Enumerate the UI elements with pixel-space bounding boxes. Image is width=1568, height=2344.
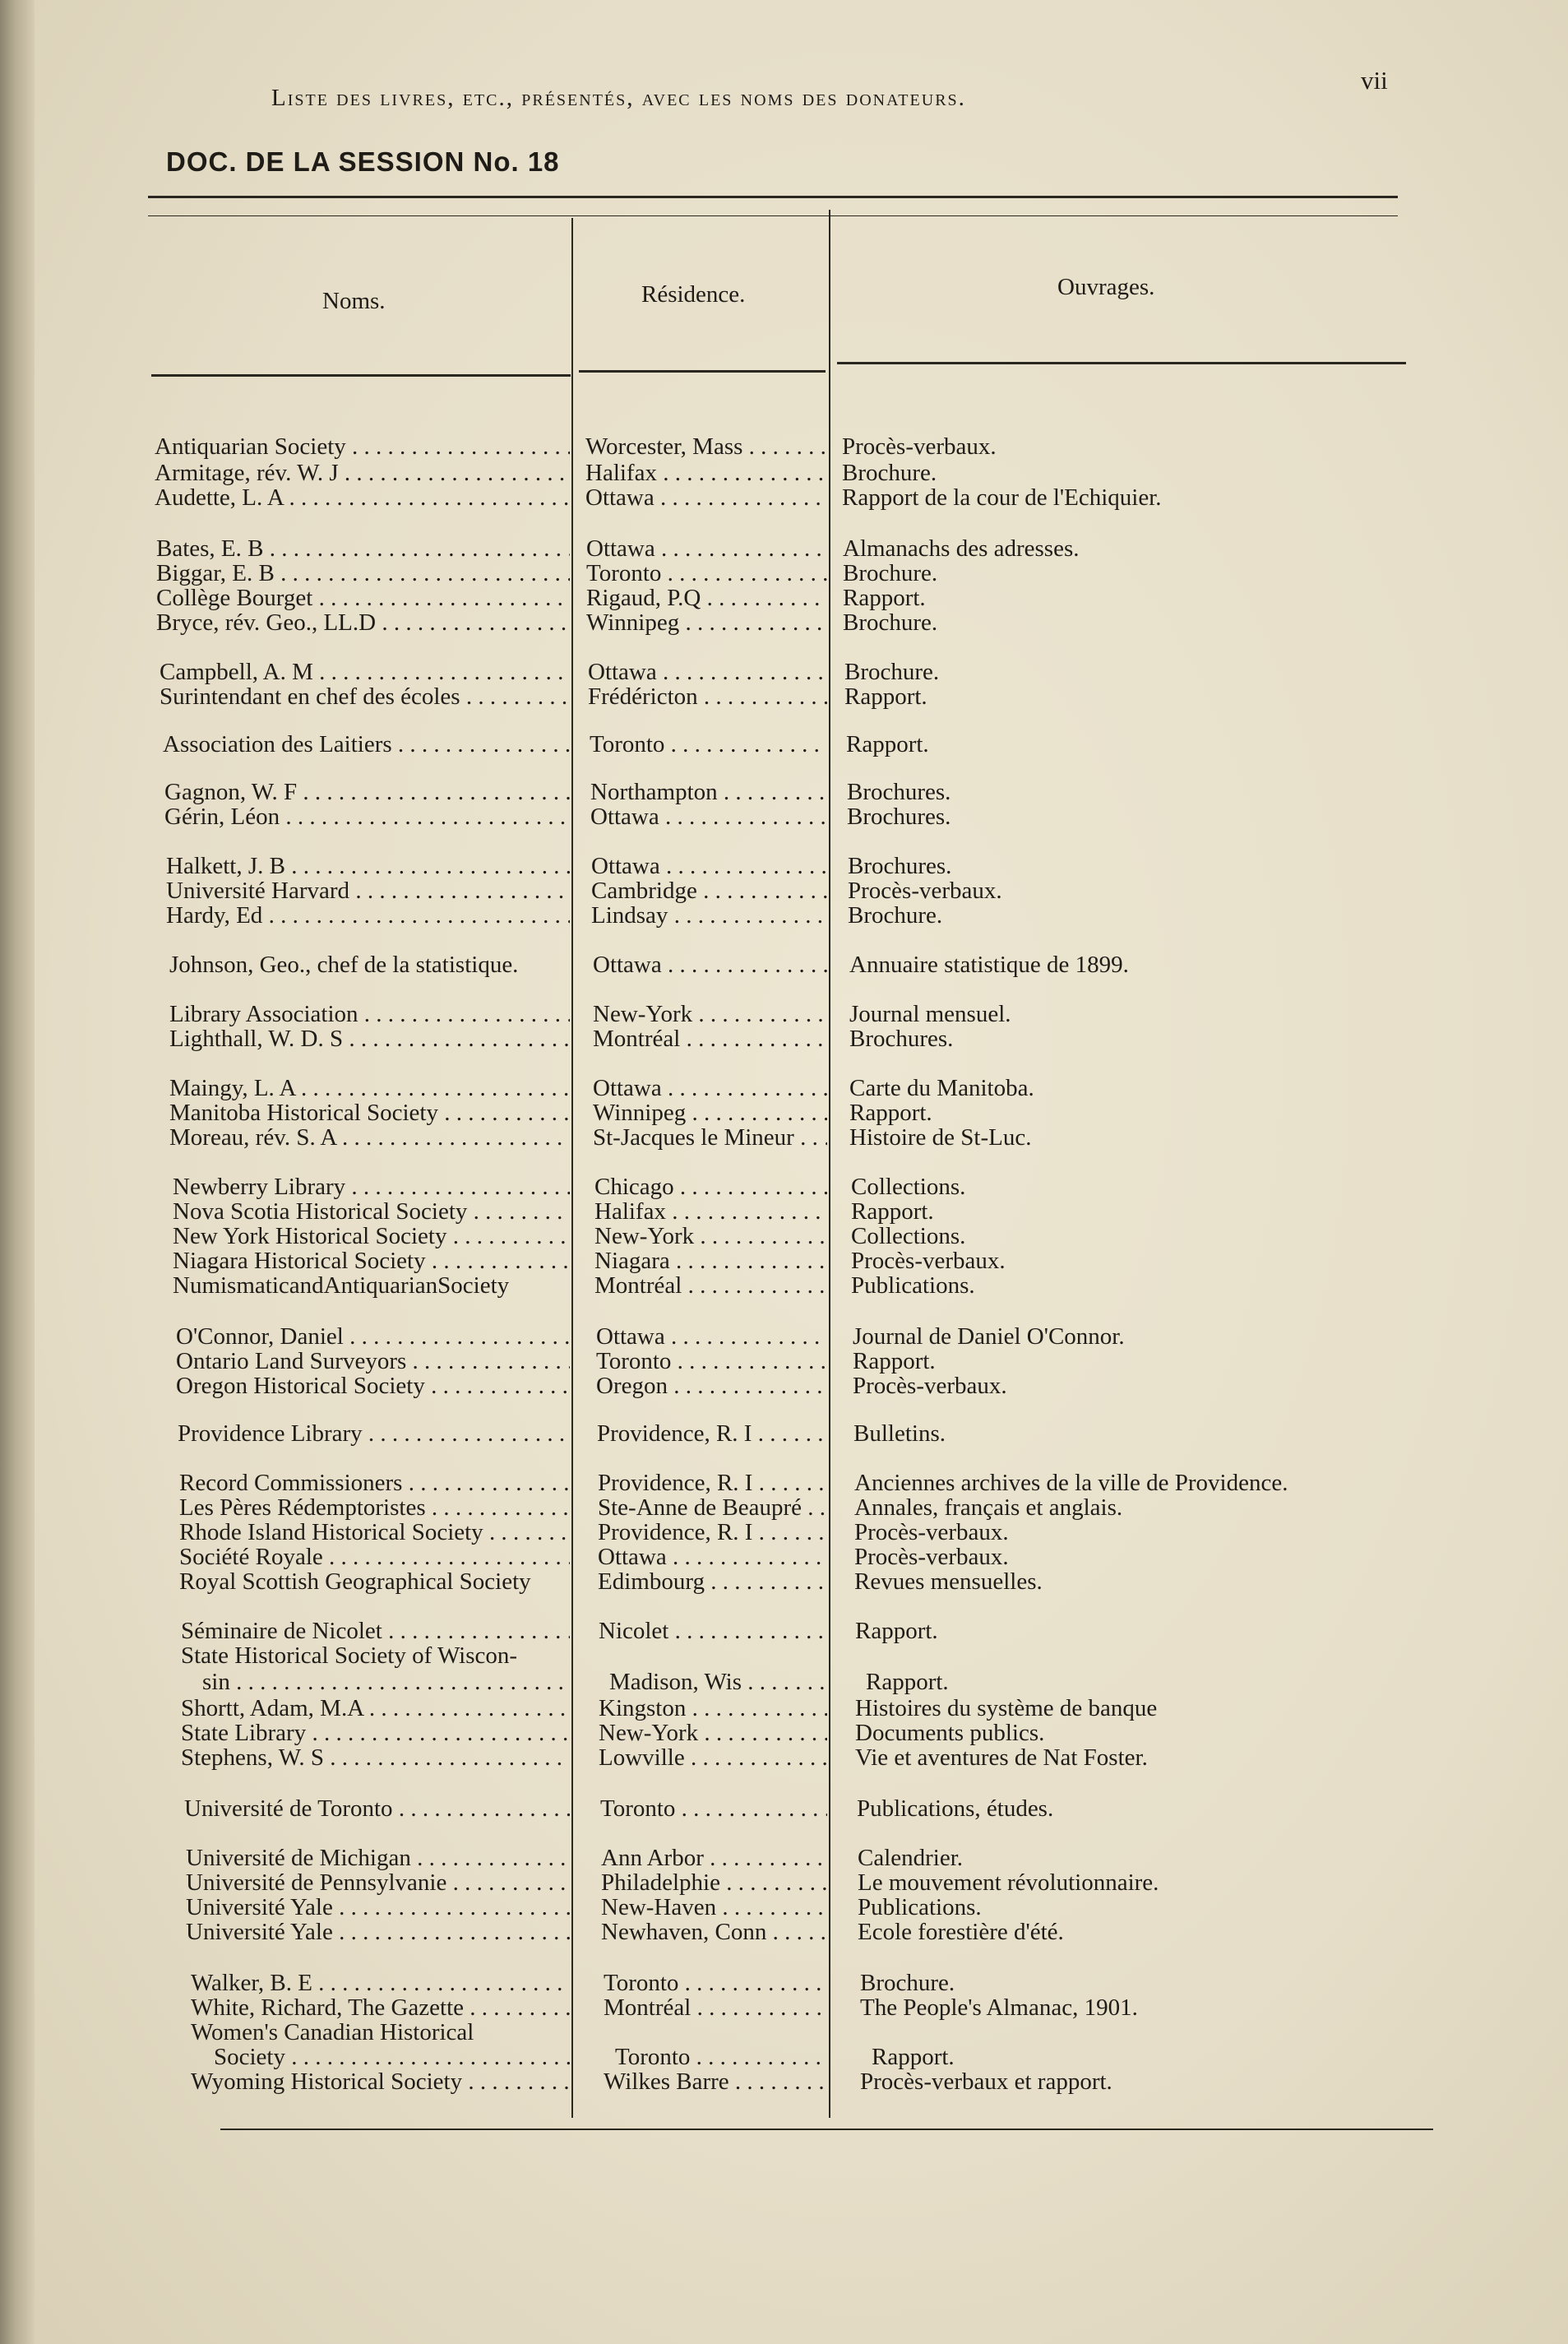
donor-residence: Northampton . . . <box>590 780 827 805</box>
donated-work: Procès-verbaux. <box>848 878 1002 904</box>
table-row <box>0 2069 1568 2095</box>
donor-residence: Ottawa . . . <box>588 660 827 685</box>
table-bottom-rule <box>220 2129 1433 2130</box>
table-row <box>0 1643 1568 1669</box>
donor-name: Bates, E. B . . . <box>156 536 570 562</box>
donor-name: Gérin, Léon . . . <box>164 804 570 830</box>
donor-residence: Providence, R. I . . . <box>598 1471 827 1496</box>
donor-residence: Ottawa . . . <box>598 1545 827 1570</box>
table-row <box>0 1995 1568 2021</box>
donated-work: Vie et aventures de Nat Foster. <box>855 1745 1148 1771</box>
donated-work: Rapport. <box>843 586 926 611</box>
donor-residence: Newhaven, Conn . . . <box>601 1920 827 1945</box>
donor-name: Newberry Library . . . <box>173 1174 570 1200</box>
donor-name: New York Historical Society . . . <box>173 1224 570 1249</box>
table-row <box>0 1520 1568 1545</box>
donor-residence: Providence, R. I . . . <box>598 1520 827 1545</box>
donor-name: Université de Pennsylvanie . . . <box>186 1870 570 1896</box>
table-row <box>0 1273 1568 1299</box>
running-head: Liste des livres, etc., présentés, avec les noms des donateurs. <box>271 85 966 111</box>
table-top-rule <box>148 196 1398 198</box>
donor-name: Royal Scottish Geographical Society <box>179 1569 531 1595</box>
table-row <box>0 1349 1568 1374</box>
donated-work: Histoire de St-Luc. <box>849 1125 1032 1151</box>
table-row <box>0 2045 1568 2070</box>
donated-work: Brochure. <box>842 461 937 486</box>
donor-name: Shortt, Adam, M.A . . . <box>181 1696 570 1721</box>
donor-name: Ontario Land Surveyors . . . <box>176 1349 570 1374</box>
donor-residence: Nicolet . . . <box>599 1619 827 1644</box>
table-row <box>0 660 1568 685</box>
donor-name: Johnson, Geo., chef de la statistique. <box>169 952 519 978</box>
donated-work: Almanachs des adresses. <box>843 536 1080 562</box>
header-underline-works <box>837 362 1406 364</box>
donated-work: Publications. <box>851 1273 975 1299</box>
donor-residence: Ottawa . . . <box>593 1076 827 1101</box>
donor-residence: Cambridge . . . <box>591 878 827 904</box>
donor-residence: Edimbourg . . . <box>598 1569 827 1595</box>
donated-work: Brochures. <box>847 804 951 830</box>
donor-residence: New-York . . . <box>593 1002 827 1027</box>
donor-name: Surintendant en chef des écoles . . . <box>160 684 570 710</box>
donated-work: Rapport. <box>846 732 929 757</box>
donor-name: Record Commissioners . . . <box>179 1471 570 1496</box>
donor-residence: Ste-Anne de Beaupré . . . <box>598 1495 827 1521</box>
table-row <box>0 1125 1568 1151</box>
donor-residence: Montréal . . . <box>593 1026 827 1052</box>
donated-work: Brochures. <box>848 854 952 879</box>
donor-name: Université de Michigan . . . <box>186 1846 570 1871</box>
table-row <box>0 854 1568 879</box>
table-row <box>0 1248 1568 1274</box>
session-label: DOC. DE LA SESSION No. 18 <box>166 146 560 177</box>
donor-name: State Historical Society of Wiscon- <box>181 1643 518 1669</box>
donated-work: Collections. <box>851 1174 966 1200</box>
table-row <box>0 1100 1568 1126</box>
table-row <box>0 1569 1568 1595</box>
donor-residence: Winnipeg . . . <box>586 610 827 636</box>
table-row <box>0 1471 1568 1496</box>
donor-residence: Philadelphie . . . <box>601 1870 827 1896</box>
table-row <box>0 1870 1568 1896</box>
donor-name: Moreau, rév. S. A . . . <box>169 1125 570 1151</box>
donor-name: Wyoming Historical Society . . . <box>191 2069 570 2095</box>
donated-work: Carte du Manitoba. <box>849 1076 1034 1101</box>
donor-name: Maingy, L. A . . . <box>169 1076 570 1101</box>
donor-name: Walker, B. E . . . <box>191 1971 570 1996</box>
donated-work: Collections. <box>851 1224 966 1249</box>
donor-name: Biggar, E. B . . . <box>156 561 570 586</box>
donated-work: Annales, français et anglais. <box>854 1495 1123 1521</box>
donor-name: Gagnon, W. F . . . <box>164 780 570 805</box>
donated-work: Procès-verbaux et rapport. <box>860 2069 1112 2095</box>
donor-residence: Madison, Wis . . . <box>609 1670 827 1695</box>
table-row <box>0 610 1568 636</box>
donated-work: Brochures. <box>847 780 951 805</box>
donated-work: Rapport. <box>853 1349 936 1374</box>
donated-work: Publications, études. <box>857 1796 1054 1822</box>
table-row <box>0 1670 1568 1695</box>
donor-name: O'Connor, Daniel . . . <box>176 1324 570 1350</box>
table-row <box>0 2020 1568 2045</box>
table-row <box>0 1224 1568 1249</box>
donor-residence: Toronto . . . <box>604 1971 827 1996</box>
table-row <box>0 1696 1568 1721</box>
donated-work: Procès-verbaux. <box>854 1545 1009 1570</box>
table-row <box>0 952 1568 978</box>
table-row <box>0 804 1568 830</box>
donated-work: Publications. <box>858 1895 982 1920</box>
table-row <box>0 485 1568 511</box>
table-row <box>0 1026 1568 1052</box>
table-row <box>0 1920 1568 1945</box>
table-row <box>0 1745 1568 1771</box>
donor-name: Armitage, rév. W. J . . . <box>155 461 570 486</box>
donor-residence: Montréal . . . <box>594 1273 827 1299</box>
donor-name: State Library . . . <box>181 1721 570 1746</box>
donor-name: Bryce, rév. Geo., LL.D . . . <box>156 610 570 636</box>
column-header-works: Ouvrages. <box>1057 274 1155 300</box>
donor-residence: Toronto . . . <box>600 1796 827 1822</box>
donated-work: Rapport. <box>849 1100 932 1126</box>
donor-residence: New-Haven . . . <box>601 1895 827 1920</box>
donated-work: Bulletins. <box>853 1421 946 1447</box>
donated-work: Calendrier. <box>858 1846 964 1871</box>
donated-work: Journal mensuel. <box>849 1002 1011 1027</box>
donor-name: Audette, L. A . . . <box>155 485 570 511</box>
donated-work: Brochure. <box>843 610 938 636</box>
table-row <box>0 732 1568 757</box>
donor-residence: Ann Arbor . . . <box>601 1846 827 1871</box>
donor-name: Stephens, W. S . . . <box>181 1745 570 1771</box>
donor-name: Women's Canadian Historical <box>191 2020 474 2045</box>
table-row <box>0 1545 1568 1570</box>
donor-residence: Chicago . . . <box>594 1174 827 1200</box>
donor-residence: New-York . . . <box>594 1224 827 1249</box>
table-row <box>0 1721 1568 1746</box>
donor-name: Providence Library . . . <box>178 1421 570 1447</box>
page-number: vii <box>1361 66 1388 95</box>
table-row <box>0 1495 1568 1521</box>
table-row <box>0 1174 1568 1200</box>
donor-residence: Lowville . . . <box>599 1745 827 1771</box>
table-row <box>0 561 1568 586</box>
donated-work: Brochures. <box>849 1026 954 1052</box>
donated-work: Annuaire statistique de 1899. <box>849 952 1129 978</box>
donor-residence: Oregon . . . <box>596 1374 827 1399</box>
donor-residence: Ottawa . . . <box>590 804 827 830</box>
donor-residence: Lindsay . . . <box>591 903 827 929</box>
table-row <box>0 1421 1568 1447</box>
donor-residence: New-York . . . <box>599 1721 827 1746</box>
donated-work: Brochure. <box>848 903 943 929</box>
donor-residence: Frédéricton . . . <box>588 684 827 710</box>
donor-name: White, Richard, The Gazette . . . <box>191 1995 570 2021</box>
donor-residence: Ottawa . . . <box>593 952 827 978</box>
donor-name: Rhode Island Historical Society . . . <box>179 1520 570 1545</box>
donated-work: Brochure. <box>860 1971 955 1996</box>
donor-residence: Kingston . . . <box>599 1696 827 1721</box>
donated-work: Procès-verbaux. <box>854 1520 1009 1545</box>
donor-name: Séminaire de Nicolet . . . <box>181 1619 570 1644</box>
donor-residence: Ottawa . . . <box>591 854 827 879</box>
donated-work: Rapport. <box>855 1619 938 1644</box>
table-row <box>0 1846 1568 1871</box>
donor-name: Université de Toronto . . . <box>184 1796 570 1822</box>
donor-residence: Ottawa . . . <box>586 536 827 562</box>
table-row <box>0 1076 1568 1101</box>
donor-name: NumismaticandAntiquarianSociety <box>173 1273 510 1299</box>
donor-residence: Toronto . . . <box>590 732 827 757</box>
donated-work: Brochure. <box>844 660 940 685</box>
table-row <box>0 1002 1568 1027</box>
donated-work: Procès-verbaux. <box>851 1248 1006 1274</box>
donor-residence: Toronto . . . <box>596 1349 827 1374</box>
donated-work: Procès-verbaux. <box>842 434 997 460</box>
donor-residence: Halifax . . . <box>594 1199 827 1225</box>
donated-work: Rapport. <box>851 1199 934 1225</box>
donor-name: Society . . . <box>214 2045 570 2070</box>
table-row <box>0 1199 1568 1225</box>
donor-name: Library Association . . . <box>169 1002 570 1027</box>
donated-work: Rapport de la cour de l'Echiquier. <box>842 485 1162 511</box>
donor-name: Hardy, Ed . . . <box>166 903 570 929</box>
donor-name: Lighthall, W. D. S . . . <box>169 1026 570 1052</box>
table-row <box>0 1895 1568 1920</box>
column-header-residence: Résidence. <box>641 281 746 308</box>
donor-name: Université Yale . . . <box>186 1895 570 1920</box>
table-row <box>0 586 1568 611</box>
donated-work: Le mouvement révolutionnaire. <box>858 1870 1159 1896</box>
donor-name: Association des Laitiers . . . <box>163 732 570 757</box>
donated-work: Revues mensuelles. <box>854 1569 1043 1595</box>
donor-residence: St-Jacques le Mineur . . . <box>593 1125 827 1151</box>
donor-name: Les Pères Rédemptoristes . . . <box>179 1495 570 1521</box>
donor-name: Université Harvard . . . <box>166 878 570 904</box>
donated-work: Rapport. <box>844 684 927 710</box>
table-row <box>0 903 1568 929</box>
donated-work: Journal de Daniel O'Connor. <box>853 1324 1125 1350</box>
donated-work: Rapport. <box>866 1670 949 1695</box>
donor-residence: Toronto . . . <box>615 2045 827 2070</box>
table-row <box>0 1971 1568 1996</box>
donor-residence: Winnipeg . . . <box>593 1100 827 1126</box>
donor-residence: Providence, R. I . . . <box>597 1421 827 1447</box>
donor-residence: Worcester, Mass . . . <box>585 434 827 460</box>
table-row <box>0 1796 1568 1822</box>
donor-name: Oregon Historical Society . . . <box>176 1374 570 1399</box>
donor-name: sin . . . <box>202 1670 570 1695</box>
donor-name: Société Royale . . . <box>179 1545 570 1570</box>
donor-residence: Halifax . . . <box>585 461 827 486</box>
donated-work: Brochure. <box>843 561 938 586</box>
donor-residence: Ottawa . . . <box>596 1324 827 1350</box>
table-row <box>0 684 1568 710</box>
donated-work: Histoires du système de banque <box>855 1696 1158 1721</box>
donor-name: Collège Bourget . . . <box>156 586 570 611</box>
header-underline-names <box>151 374 571 377</box>
donor-residence: Ottawa . . . <box>585 485 827 511</box>
table-row <box>0 780 1568 805</box>
donated-work: Rapport. <box>872 2045 955 2070</box>
header-underline-residence <box>579 370 826 373</box>
donor-name: Antiquarian Society . . . <box>155 434 570 460</box>
table-row <box>0 1374 1568 1399</box>
donor-residence: Wilkes Barre . . . <box>604 2069 827 2095</box>
donated-work: Anciennes archives de la ville de Providence. <box>854 1471 1288 1496</box>
donor-name: Manitoba Historical Society . . . <box>169 1100 570 1126</box>
table-row <box>0 878 1568 904</box>
table-row <box>0 434 1568 460</box>
donor-name: Nova Scotia Historical Society . . . <box>173 1199 570 1225</box>
donated-work: Ecole forestière d'été. <box>858 1920 1064 1945</box>
column-header-names: Noms. <box>322 288 386 314</box>
donor-name: Campbell, A. M . . . <box>160 660 570 685</box>
table-row <box>0 1619 1568 1644</box>
table-top-rule-thin <box>148 215 1398 216</box>
donor-name: Halkett, J. B . . . <box>166 854 570 879</box>
table-row <box>0 461 1568 486</box>
donor-residence: Niagara . . . <box>594 1248 827 1274</box>
table-row <box>0 1324 1568 1350</box>
donated-work: The People's Almanac, 1901. <box>860 1995 1138 2021</box>
donor-name: Niagara Historical Society . . . <box>173 1248 570 1274</box>
donor-residence: Toronto . . . <box>586 561 827 586</box>
donor-residence: Montréal . . . <box>604 1995 827 2021</box>
donated-work: Documents publics. <box>855 1721 1045 1746</box>
donated-work: Procès-verbaux. <box>853 1374 1007 1399</box>
donor-residence: Rigaud, P.Q . . . <box>586 586 827 611</box>
table-row <box>0 536 1568 562</box>
donor-name: Université Yale . . . <box>186 1920 570 1945</box>
